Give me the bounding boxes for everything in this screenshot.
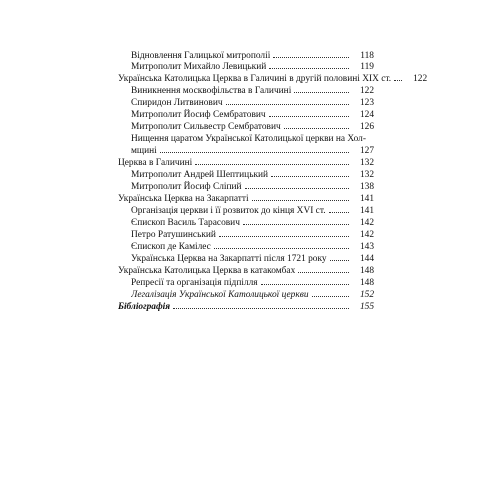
toc-entry-page: 148	[359, 278, 374, 288]
toc-entry-page: 118	[360, 51, 374, 61]
toc-entry-ratushynskyi	[131, 229, 374, 241]
toc-entry-page: 142	[359, 230, 374, 240]
toc-entry-page: 142	[359, 218, 374, 228]
toc-entry-title: Митрополит Андрей Шептицький	[131, 170, 269, 180]
toc-entry-page: 124	[359, 110, 374, 120]
toc-entry-title: Організація церкви і її розвиток до кінця XVI ст.	[131, 206, 326, 216]
dot-leader	[226, 103, 349, 105]
dot-leader	[298, 271, 349, 273]
dot-leader	[195, 163, 349, 165]
dot-leader	[273, 56, 349, 58]
toc-entry-title: Єпископ де Камілес	[131, 242, 211, 252]
dot-leader	[294, 91, 349, 93]
dot-leader	[330, 259, 349, 261]
toc-entry-title: Спиридон Литвинович	[131, 98, 223, 108]
toc-entry-kholmshchyna-line1: Нищення царатом Української Католицької церкви на Хол-	[131, 134, 366, 144]
toc-entry-lytvynovych	[131, 97, 374, 109]
toc-entry-organization-16th-century	[131, 205, 374, 217]
toc-entry-page: 141	[359, 194, 374, 204]
toc-entry-sylvester-sembratovych	[131, 121, 374, 133]
dot-leader	[252, 199, 349, 201]
toc-entry-title: Легалізація Української Католицької церкви	[131, 290, 309, 300]
toc-entry-page: 152	[359, 290, 374, 300]
toc-section-catacombs	[118, 265, 374, 277]
toc-entry-de-camillis	[131, 241, 374, 253]
dot-leader	[271, 175, 349, 177]
toc-entry-slipyi	[131, 181, 374, 193]
toc-entry-page: 155	[359, 302, 374, 312]
toc-entry-page: 148	[359, 266, 374, 276]
toc-entry-title: Українська Церква на Закарпатті після 1721 року	[131, 254, 327, 264]
toc-entry-kholmshchyna-line2	[131, 145, 374, 157]
toc-entry-page: 123	[359, 98, 374, 108]
dot-leader	[312, 295, 349, 297]
toc-entry-levytskyi	[131, 61, 374, 73]
dot-leader	[269, 67, 349, 69]
toc-entry-title: Виникнення москвофільства в Галичині	[131, 86, 292, 96]
toc-entry-tarasovych	[131, 217, 374, 229]
toc-entry-sheptytskyi	[131, 169, 374, 181]
toc-entry-title: Митрополит Йосиф Сліпий	[131, 182, 242, 192]
toc-entry-page: 143	[359, 242, 374, 252]
toc-entry-title: Бібліографія	[118, 302, 171, 312]
toc-entry-title: Петро Ратушинський	[131, 230, 216, 240]
dot-leader	[214, 247, 349, 249]
toc-entry-page: 138	[359, 182, 374, 192]
dot-leader	[245, 187, 349, 189]
toc-section-bibliography	[118, 301, 374, 313]
toc-entry-page: 132	[359, 170, 374, 180]
dot-leader	[269, 115, 349, 117]
toc-entry-title: Відновлення Галицької митрополії	[131, 51, 271, 61]
toc-section-galicia-19th-century	[118, 73, 428, 85]
dot-leader	[394, 79, 402, 81]
dot-leader	[243, 223, 349, 225]
toc-entry-yosyf-sembratovych	[131, 109, 374, 121]
toc-entry-page: 141	[359, 206, 374, 216]
toc-entry-transcarpathia-after-1721	[131, 253, 374, 265]
dot-leader	[261, 283, 349, 285]
dot-leader	[329, 211, 349, 213]
toc-entry-title: Єпископ Василь Тарасович	[131, 218, 240, 228]
toc-entry-title: Українська Церква на Закарпатті	[118, 194, 249, 204]
toc-section-church-galicia	[118, 157, 374, 169]
toc-entry-title: Церква в Галичині	[118, 158, 193, 168]
toc-section-transcarpathia	[118, 193, 374, 205]
dot-leader	[284, 127, 349, 129]
toc-entry-title: Митрополит Йосиф Сембратович	[131, 110, 266, 120]
toc-entry-page: 127	[359, 146, 374, 156]
toc-entry-title: Українська Католицька Церква в Галичині в другій половині XIX ст.	[118, 74, 392, 84]
toc-entry-title: Митрополит Михайло Левицький	[131, 62, 267, 72]
toc-entry-repressions	[131, 277, 374, 289]
dot-leader	[160, 151, 349, 153]
toc-entry-page: 126	[359, 122, 374, 132]
toc-entry-legalization	[131, 289, 374, 301]
toc-entry-title: Митрополит Сильвестр Сембратович	[131, 122, 281, 132]
toc-entry-title: Репресії та організація підпілля	[131, 278, 258, 288]
toc-entry-page: 119	[360, 62, 374, 72]
dot-leader	[173, 307, 349, 309]
toc-entry-muscophilism	[131, 85, 374, 97]
toc-entry-title: Українська Католицька Церква в катакомбах	[118, 266, 296, 276]
dot-leader	[219, 235, 349, 237]
toc-entry-title: мщині	[131, 146, 157, 156]
toc-entry-page: 132	[359, 158, 374, 168]
toc-entry-page: 122	[359, 86, 374, 96]
toc-entry-page: 144	[359, 254, 374, 264]
toc-entry-page: 122	[413, 74, 428, 84]
